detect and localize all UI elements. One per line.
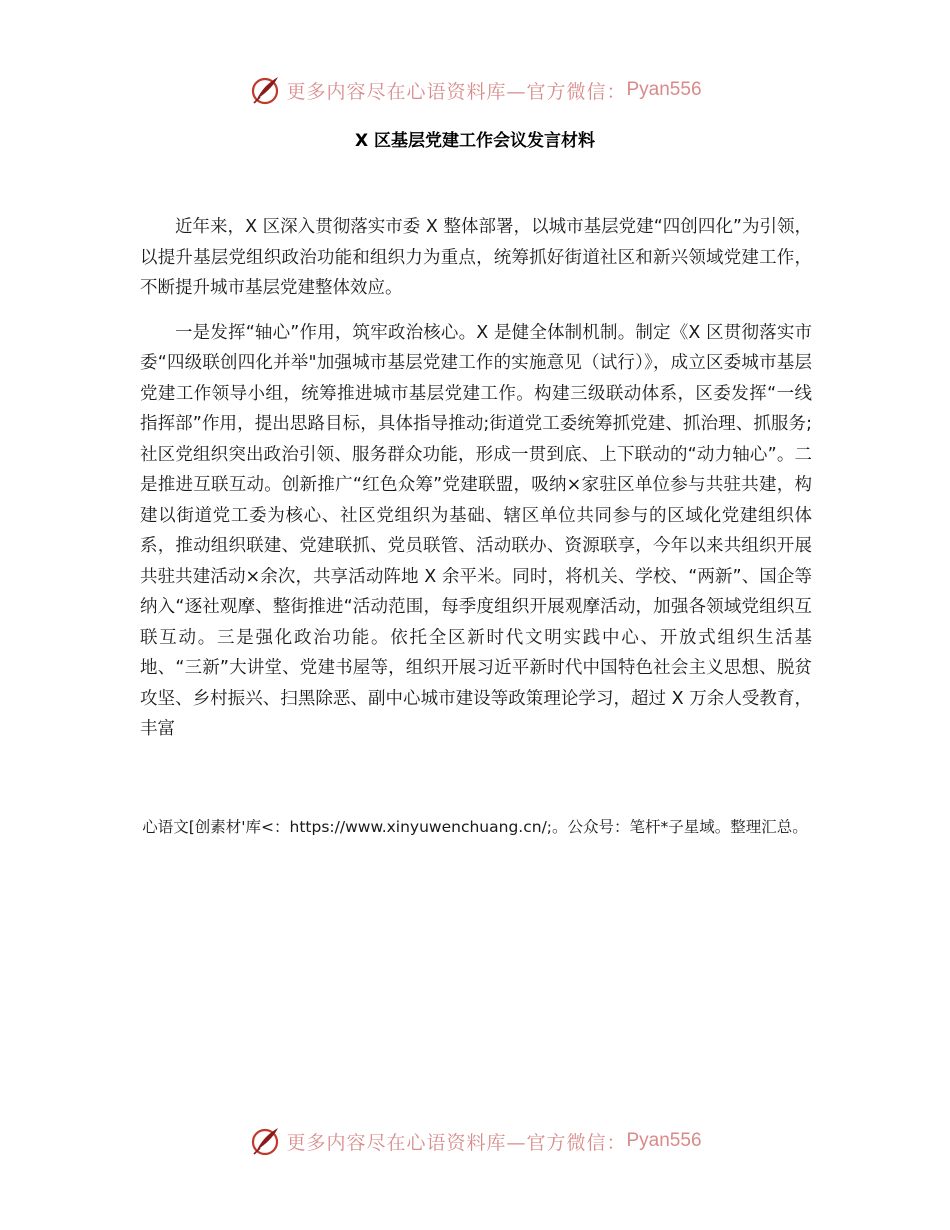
watermark-wechat-id: Pyan556 [626, 1130, 702, 1151]
watermark-banner-top [0, 70, 950, 110]
watermark-wechat-id: Pyan556 [626, 79, 702, 100]
feather-logo-icon [248, 1124, 282, 1158]
source-credit-line: 心语文[创素材'库<：https://www.xinyuwenchuang.cn/;。公众号：笔杆*子星域。整理汇总。 [142, 818, 808, 836]
watermark-text: 更多内容尽在心语资料库—官方微信： [286, 1131, 627, 1154]
feather-logo-icon [248, 73, 282, 107]
paragraph-intro: 近年来，X 区深入贯彻落实市委 X 整体部署，以城市基层党建“四创四化”为引领，以提升基层党组织政治功能和组织力为重点，统筹抓好街道社区和新兴领域党建工作，不断提升城市基层党建整体效应。 [140, 217, 812, 298]
document-title: X 区基层党建工作会议发言材料 [354, 131, 596, 151]
paragraph-main: 一是发挥“轴心”作用，筑牢政治核心。X 是健全体制机制。制定《X 区贯彻落实市委“四级联创四化并举"加强城市基层党建工作的实施意见（试行）》，成立区委城市基层党建工作领导小组，统筹推进城市基层党建工作。构建三级联动体系，区委发挥“一线指挥部”作用，提出思路目标，具体指导推动;街道党工委统筹抓党建、抓治理、抓服务;社区党组织突出政治引领、服务群众功能，形成一贯到底、上下联动的“动力轴心”。二是推进互联互动。创新推广“红色众筹”党建联盟，吸纳×家驻区单位参与共驻共建，构建以街道党工委为核心、社区党组织为基础、辖区单位共同参与的区域化党建组织体系，推动组织联建、党建联抓、党员联管、活动联办、资源联享，今年以来共组织开展共驻共建活动×余次，共享活动阵地 X 余平米。同时，将机关、学校、“两新”、国企等纳入“逐社观摩、整街推进“活动范围，每季度组织开展观摩活动，加强各领域党组织互联互动。三是强化政治功能。依托全区新时代文明实践中心、开放式组织生活基地、“三新”大讲堂、党建书屋等，组织开展习近平新时代中国特色社会主义思想、脱贫攻坚、乡村振兴、扫黑除恶、副中心城市建设等政策理论学习，超过 X 万余人受教育，丰富 [140, 322, 812, 739]
document-body [140, 212, 812, 759]
watermark-text: 更多内容尽在心语资料库—官方微信： [286, 80, 627, 103]
watermark-banner-bottom [0, 1121, 950, 1161]
